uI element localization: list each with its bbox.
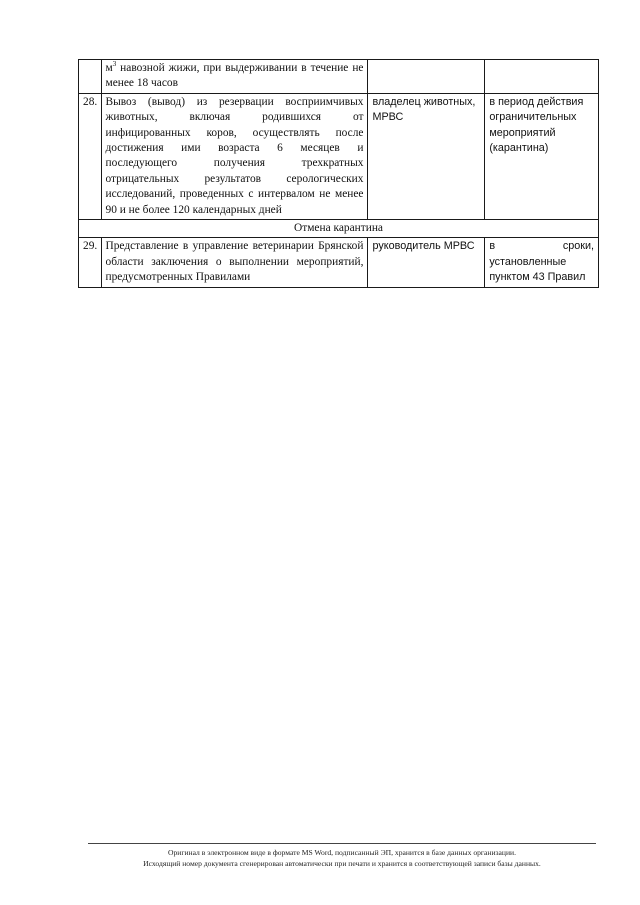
row-number-cell xyxy=(79,60,102,94)
unit-superscript: 3 xyxy=(112,60,117,69)
footer-line-original: Оригинал в электронном виде в формате MS Word, подписанный ЭП, хранится в базе данных организации. xyxy=(168,848,516,857)
responsible-cell xyxy=(368,60,485,94)
table-row xyxy=(79,93,599,219)
row-number-cell: 29. xyxy=(79,238,102,287)
action-cell: Представление в управление ветеринарии Брянской области заключения о выполнении мероприятий, предусмотренных Правилами xyxy=(101,238,368,287)
action-text: навозной жижи, при выдерживании в течение не менее 18 часов xyxy=(105,62,364,90)
document-footer xyxy=(88,847,596,869)
unit-text: м xyxy=(105,62,113,74)
term-cell xyxy=(485,60,599,94)
responsible-cell: владелец животных, МРВС xyxy=(368,93,485,219)
table-row xyxy=(79,60,599,94)
table-row xyxy=(79,238,599,287)
footer-line-number: Исходящий номер документа сгенерирован автоматически при печати и хранится в соответствующей записи базы данных. xyxy=(143,859,541,868)
section-header: Отмена карантина xyxy=(79,220,599,238)
action-cell: Вывоз (вывод) из резервации восприимчивых животных, включая родившихся от инфицированных коров, осуществлять после достижения ими возраста 6 месяцев и последующего получения трехкратных отрицательных результатов серологических исследований, проведенных с интервалом не менее 90 и не более 120 календарных дней xyxy=(101,93,368,219)
row-number-cell: 28. xyxy=(79,93,102,219)
measures-table xyxy=(78,59,599,288)
responsible-cell: руководитель МРВС xyxy=(368,238,485,287)
term-cell: в период действия ограничительных мероприятий (карантина) xyxy=(485,93,599,219)
section-header-row xyxy=(79,220,599,238)
footer-divider xyxy=(88,843,596,844)
action-cell xyxy=(101,60,368,94)
term-cell: в сроки, установленные пунктом 43 Правил xyxy=(485,238,599,287)
